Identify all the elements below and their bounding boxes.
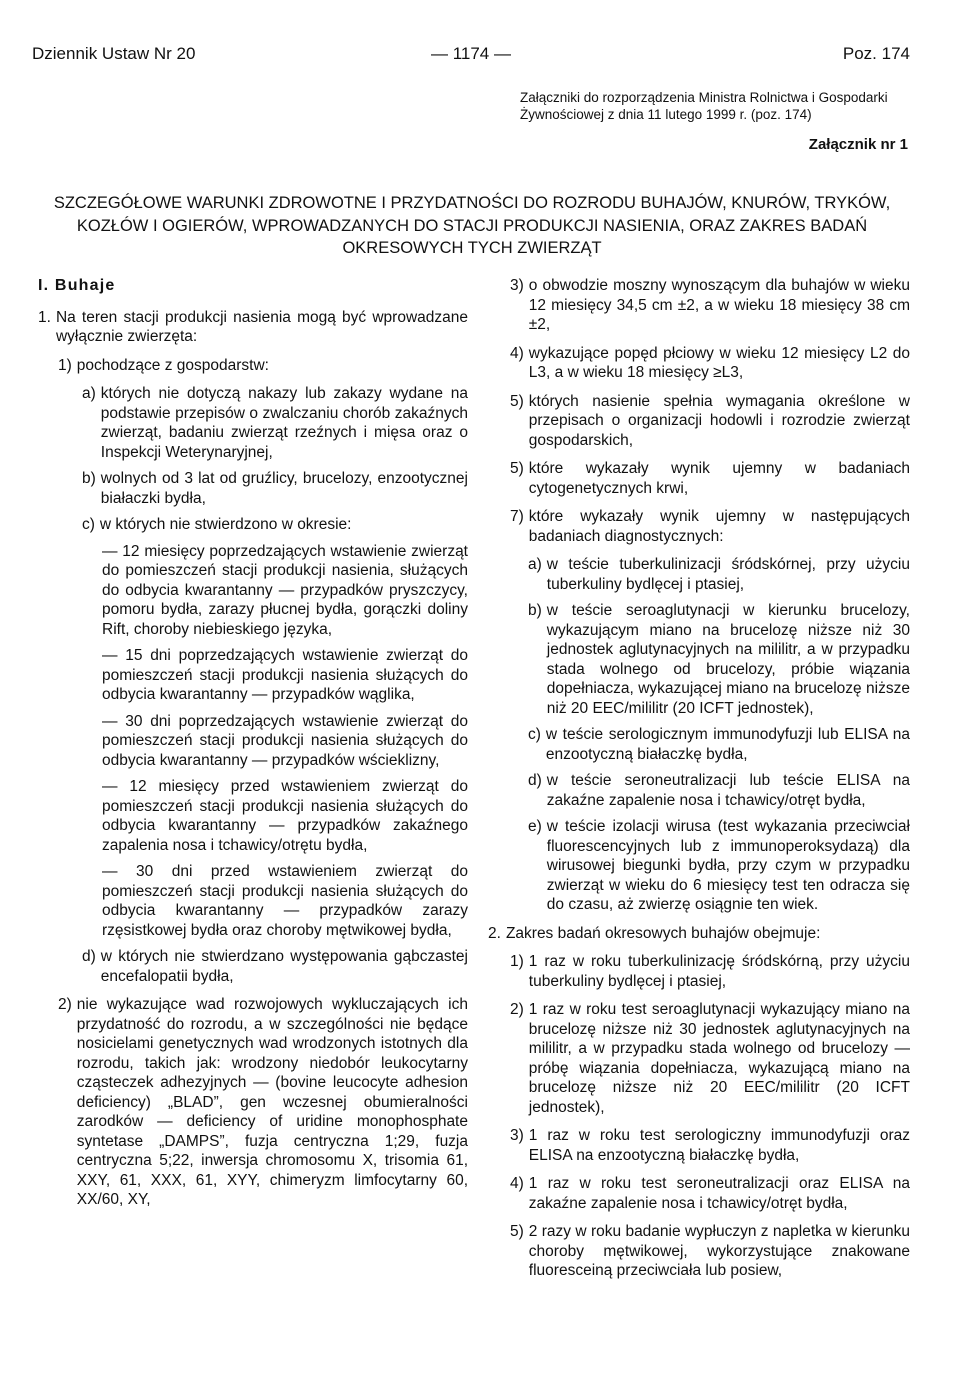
- list-item: [82, 515, 468, 535]
- item-marker: 5): [510, 392, 524, 410]
- item-text: o obwodzie moszny wynoszącym dla buhajów w wieku 12 miesięcy 34,5 cm ±2, a w wieku 18 miesięcy 38 cm ±2,: [528, 277, 910, 333]
- dash-item: — 30 dni poprzedzających wstawienie zwierząt do pomieszczeń stacji produkcji nasienia służących do odbycia kwarantanny — przypadków wścieklizny,: [102, 712, 468, 769]
- item-text: w teście serologicznym immunodyfuzji lub ELISA na enzootyczną białaczkę bydła,: [545, 726, 910, 763]
- item-text: 1 raz w roku test seroneutralizacji oraz ELISA na zakaźne zapalenie nosa i tchawicy/otręt bydła,: [528, 1175, 910, 1212]
- item-text: 1 raz w roku tuberkulinizację śródskórną, przy użyciu tuberkuliny bydlęcej i ptasiej,: [528, 953, 910, 990]
- paragraph-2: [488, 924, 910, 944]
- item-text: które wykazały wynik ujemny w badaniach cytogenetycznych krwi,: [528, 460, 910, 497]
- item-text: w teście seroaglutynacji w kierunku brucelozy, wykazującym miano na brucelozę niższe niż 30 jednostek aglutynacyjnych na mililitr, a w przypadku stada wolnego od brucelozy, próbie wiązania dopełniacza, wykazującej miano na brucelozę niższe niż 20 EEC/mililitr (20 ICFT jednostek),: [546, 602, 910, 717]
- title-line: OKRESOWYCH TYCH ZWIERZĄT: [342, 239, 602, 257]
- title-line: SZCZEGÓŁOWE WARUNKI ZDROWOTNE I PRZYDATNOŚCI DO ROZRODU BUHAJÓW, KNURÓW, TRYKÓW,: [53, 194, 891, 212]
- attachment-note-line: Żywnościowej z dnia 11 lutego 1999 r. (poz. 174): [520, 107, 812, 122]
- journal-name: Dziennik Ustaw Nr 20: [32, 44, 196, 63]
- list-item: [510, 392, 910, 451]
- item-marker: 7): [510, 508, 524, 525]
- item-marker: 4): [510, 1175, 524, 1192]
- attachment-note-line: Załączniki do rozporządzenia Ministra Rolnictwa i Gospodarki: [520, 90, 888, 105]
- item-marker: 3): [510, 1127, 524, 1144]
- item-marker: 2): [58, 996, 72, 1013]
- item-text: pochodzące z gospodarstw:: [76, 356, 269, 374]
- item-marker: e): [528, 818, 542, 835]
- item-marker: 1): [510, 953, 524, 970]
- dash-item: — 12 miesięcy poprzedzających wstawienie zwierząt do pomieszczeń stacji produkcji nasienia, służących do odbycia kwarantanny — przypadków pryszczycy, pomoru bydła, zarazy płucnej bydła, gorączki doliny Rift, choroby niebieskiego języka,: [102, 542, 468, 638]
- item-marker: d): [528, 772, 542, 789]
- item-text: 2 razy w roku badanie wypłuczyn z napletka w kierunku choroby mętwikowej, wykorzystujące znakowane fluoresceiną przeciwciała lub posiew,: [528, 1223, 910, 1279]
- paragraph-text: Na teren stacji produkcji nasienia mogą być wprowadzane wyłącznie zwierzęta:: [55, 308, 468, 345]
- list-item: [510, 1174, 910, 1213]
- dash-item: — 30 dni przed wstawieniem zwierząt do pomieszczeń stacji produkcji nasienia służących do odbycia kwarantanny — przypadków zarazy rzęsistkowej bydła oraz choroby mętwikowej bydła,: [102, 863, 468, 939]
- item-text: w których nie stwierdzono w okresie:: [99, 516, 352, 533]
- item-text: wolnych od 3 lat od gruźlicy, brucelozy, enzootycznej białaczki bydła,: [100, 470, 468, 507]
- sub-item: [528, 601, 910, 718]
- item-marker: 3): [510, 277, 524, 294]
- list-item: [82, 469, 468, 508]
- list-item: [510, 344, 910, 383]
- paragraph-marker: 2.: [488, 924, 501, 942]
- sub-item: [528, 555, 910, 594]
- list-item: [510, 276, 910, 335]
- item-text: w teście izolacji wirusa (test wykazania przeciwciał fluorescencyjnych lub z immunoperoksydazą) dla wirusowej biegunki bydła, przy czym w przypadku zwierząt w wieku do 6 miesięcy test ten odracza się do czasu, aż zwierzę osiągnie ten wiek.: [546, 818, 910, 913]
- page-number: — 1174 —: [430, 44, 511, 63]
- item-marker: d): [82, 948, 96, 965]
- sub-item: [528, 817, 910, 915]
- item-text: wykazujące popęd płciowy w wieku 12 miesięcy L2 do L3, a w wieku 18 miesięcy ≥L3,: [528, 344, 910, 381]
- item-marker: a): [528, 556, 542, 573]
- document-title: [32, 192, 912, 260]
- item-marker: 2): [510, 1001, 524, 1018]
- list-item: [510, 459, 910, 498]
- list-item: [510, 507, 910, 546]
- list-item: [82, 947, 468, 986]
- paragraph-text: Zakres badań okresowych buhajów obejmuje:: [505, 924, 821, 942]
- item-text: 1 raz w roku test seroaglutynacji wykazujący miano na brucelozę niższe niż 30 jednostek aglutynacyjnych na mililitr, a w przypadku stada wolnego od brucelozy — próbę wiązania dopełniacza, wykazującą miano na brucelozę niższe niż 20 EEC/mililitr (20 ICFT jednostek),: [528, 1001, 910, 1116]
- paragraph-1: [38, 308, 468, 347]
- sub-item: [528, 725, 910, 764]
- item-marker: b): [82, 470, 96, 487]
- attachment-note: [520, 89, 888, 123]
- sub-item: [528, 771, 910, 810]
- paragraph-marker: 1.: [38, 308, 51, 326]
- position-number: Poz. 174: [842, 44, 910, 63]
- list-item: [58, 356, 468, 376]
- right-column: [480, 276, 910, 1281]
- item-text: nie wykazujące wad rozwojowych wykluczających ich przydatność do rozrodu, a w szczególności nie będące nosicielami genetycznych wad wrodzonych istotnych dla rozrodu, takich jak: wrodzony niedobór leukocytarny cząsteczek adhezyjnych — (bovine leucocyte adhesion deficiency) „BLAD”, gen wczesnej obumieralności zarodków — deficiency of uridine monophosphate syntetase „DAMPS”, fuzja centryczna 1;29, fuzja centryczna 5;22, inwersja chromosomu X, trisomia 61, XXY, 61, XXX, 61, XYY, chimeryzm limfocytarny 60, XX/60, XY,: [76, 996, 468, 1208]
- list-item: [510, 1000, 910, 1117]
- list-item: [58, 995, 468, 1210]
- item-text: których nie dotyczą nakazy lub zakazy wydane na podstawie przepisów o zwalczaniu chorób zakaźnych zwierząt, badaniu zwierząt rzeźnych i mięsa oraz o Inspekcji Weterynaryjnej,: [100, 385, 468, 461]
- item-text: które wykazały wynik ujemny w następujących badaniach diagnostycznych:: [528, 508, 910, 545]
- list-item: [510, 1126, 910, 1165]
- item-marker: 4): [510, 344, 524, 362]
- item-text: w teście tuberkulinizacji śródskórnej, przy użyciu tuberkuliny bydlęcej i ptasiej,: [546, 556, 910, 593]
- annex-label: Załącznik nr 1: [808, 136, 908, 153]
- running-header: [32, 44, 910, 72]
- item-text: których nasienie spełnia wymagania określone w przepisach o organizacji hodowli i rozrodzie zwierząt gospodarskich,: [528, 392, 910, 449]
- item-text: w których nie stwierdzano występowania gąbczastej encefalopatii bydła,: [100, 948, 468, 985]
- item-marker: c): [528, 726, 541, 743]
- dash-item: — 15 dni poprzedzających wstawienie zwierząt do pomieszczeń stacji produkcji nasienia służących do odbycia kwarantanny — przypadków wąglika,: [102, 647, 468, 703]
- item-marker: a): [82, 385, 96, 402]
- list-item: [510, 1222, 910, 1281]
- title-line: KOZŁÓW I OGIERÓW, WPROWADZANYCH DO STACJI PRODUKCJI NASIENIA, ORAZ ZAKRES BADAŃ: [76, 216, 868, 235]
- item-marker: b): [528, 602, 542, 619]
- list-item: [82, 384, 468, 462]
- section-heading: I. Buhaje: [38, 277, 116, 294]
- item-marker: c): [82, 516, 95, 533]
- left-column: [38, 276, 468, 1210]
- dash-item: — 12 miesięcy przed wstawieniem zwierząt do pomieszczeń stacji produkcji nasienia służących do odbycia kwarantanny — przypadków zakaźnego zapalenia nosa i tchawicy/otrętu bydła,: [102, 778, 468, 854]
- item-text: 1 raz w roku test serologiczny immunodyfuzji oraz ELISA na enzootyczną białaczkę bydła,: [528, 1127, 910, 1164]
- item-marker: 5): [510, 460, 524, 477]
- item-marker: 1): [58, 356, 72, 374]
- item-marker: 5): [510, 1223, 524, 1240]
- list-item: [510, 952, 910, 991]
- item-text: w teście seroneutralizacji lub teście ELISA na zakaźne zapalenie nosa i tchawicy/otręt bydła,: [546, 772, 910, 809]
